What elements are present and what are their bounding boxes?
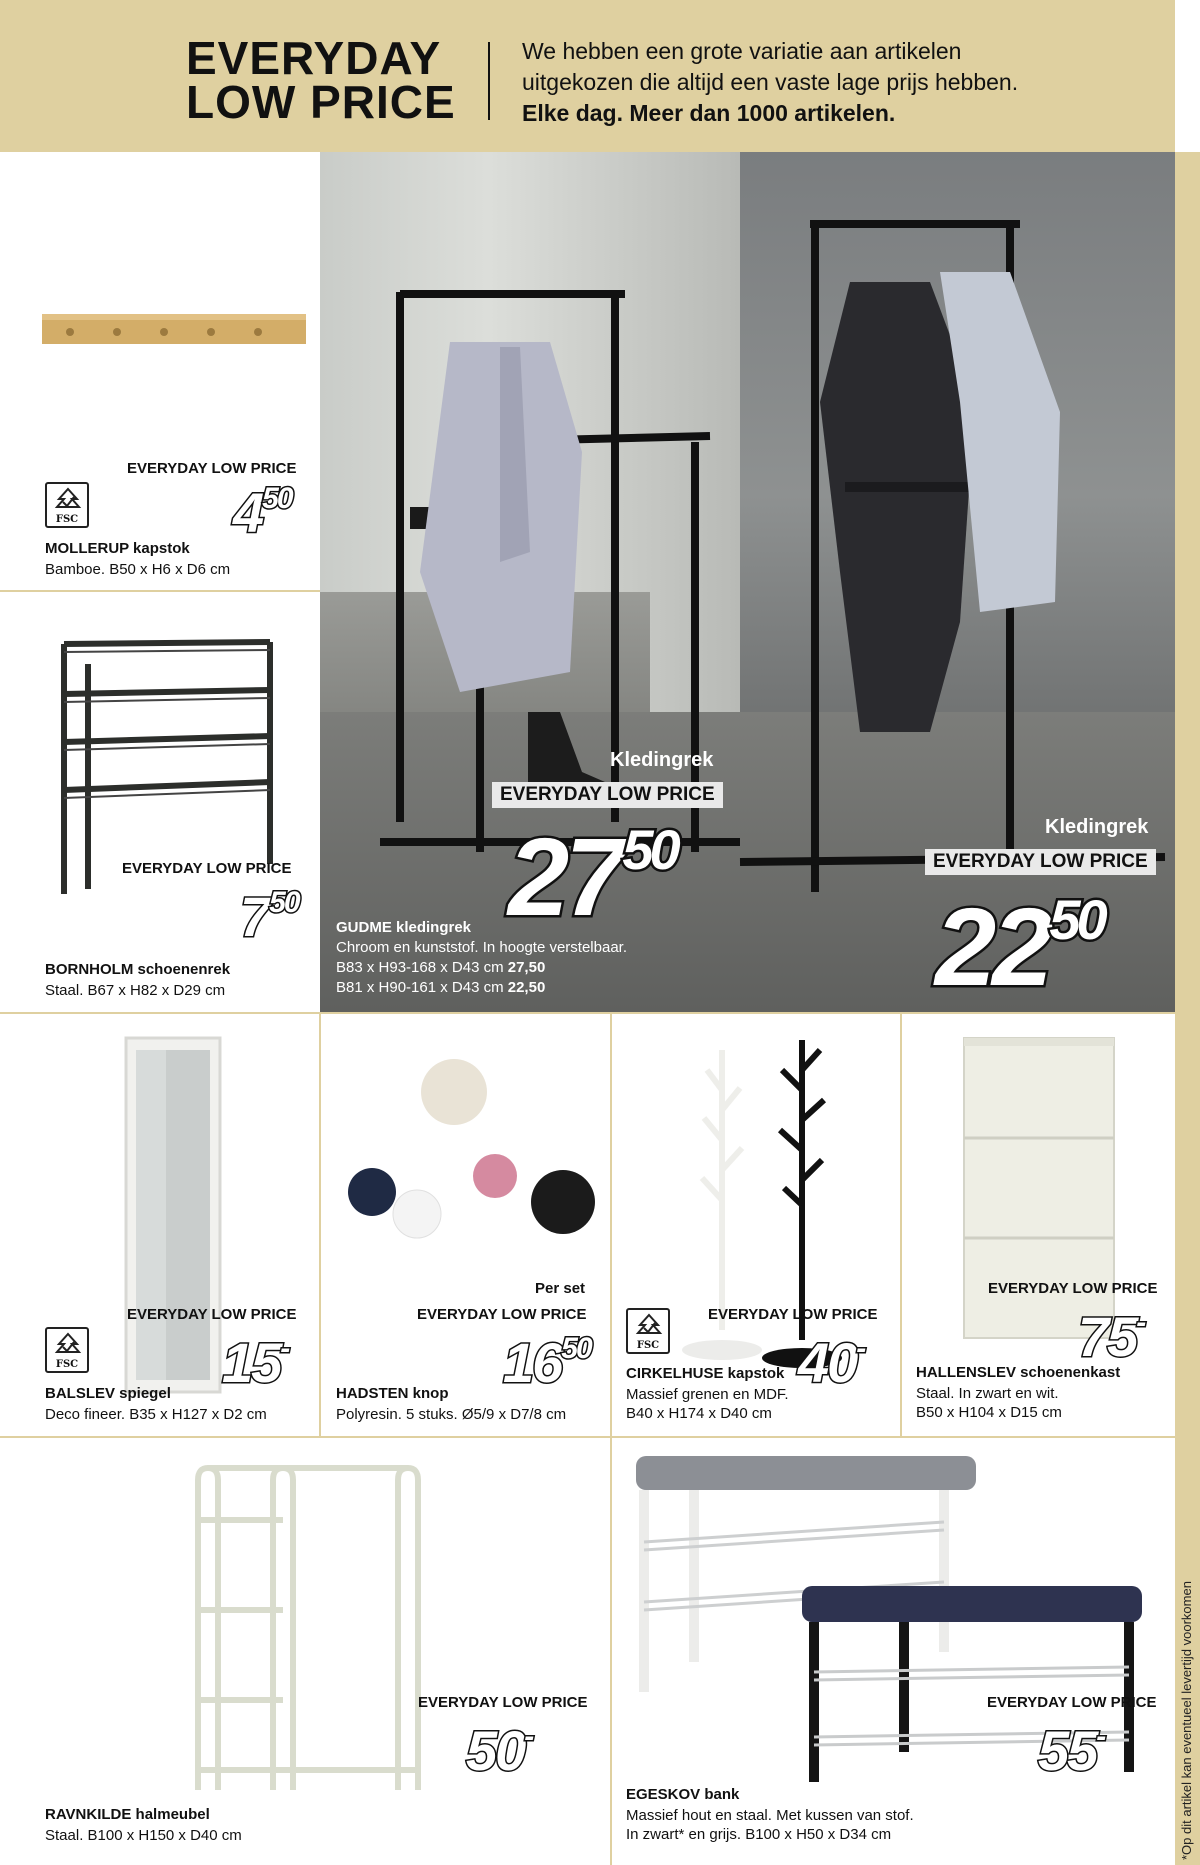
balslev-desc: Deco fineer. B35 x H127 x D2 cm [45,1406,267,1423]
everyday-low-price-label: EVERYDAY LOW PRICE [127,1306,297,1323]
hallenslev-desc [916,1384,1062,1422]
brand-line-2: LOW PRICE [186,76,456,128]
fsc-text: FSC [55,1359,79,1370]
product-hadsten[interactable] [321,1012,610,1436]
gudme-line1: Chroom en kunststof. In hoogte verstelbaar. [336,939,627,956]
hallenslev-desc-2: B50 x H104 x D15 cm [916,1404,1062,1421]
tree-check-icon [53,1332,83,1360]
product-mollerup[interactable] [0,152,320,590]
fsc-logo [626,1308,670,1354]
gudme-info [336,918,627,998]
fsc-logo [45,1327,89,1373]
egeskov-name: EGESKOV bank [626,1786,740,1803]
hadsten-name: HADSTEN knop [336,1385,449,1402]
clothes-racks-image [320,152,1175,1012]
everyday-low-price-label: EVERYDAY LOW PRICE [925,849,1156,875]
everyday-low-price-label: EVERYDAY LOW PRICE [987,1694,1157,1711]
side-note: *Op dit artikel kan eventueel levertijd voorkomen [1179,1581,1194,1860]
product-gudme-hero[interactable] [320,152,1175,1012]
gudme-line3-price: 22,50 [507,979,546,996]
everyday-low-price-label: EVERYDAY LOW PRICE [122,860,292,877]
product-egeskov[interactable] [612,1438,1175,1865]
brand-line-1: EVERYDAY [186,32,442,84]
hallenslev-price: 75- [1078,1305,1145,1368]
hadsten-price: 1650 [503,1331,591,1394]
gudme-right-label: Kledingrek [1045,816,1149,838]
everyday-low-price-label: EVERYDAY LOW PRICE [988,1280,1158,1297]
everyday-low-price-label: EVERYDAY LOW PRICE [417,1306,587,1323]
hadsten-desc: Polyresin. 5 stuks. Ø5/9 x D7/8 cm [336,1406,567,1423]
ravnkilde-name: RAVNKILDE halmeubel [45,1806,210,1823]
product-cirkelhuse[interactable] [612,1012,900,1436]
product-balslev[interactable] [0,1012,320,1436]
cirkelhuse-desc-2: B40 x H174 x D40 cm [626,1405,772,1422]
hallenslev-name: HALLENSLEV schoenenkast [916,1364,1121,1381]
header-text-2: uitgekozen die altijd een vaste lage prijs hebben. [522,69,1019,95]
cirkelhuse-desc [626,1385,789,1423]
hadsten-knobs-image [331,1052,611,1272]
hadsten-per-set: Per set [535,1280,586,1297]
cirkelhuse-price: 40- [798,1331,865,1394]
fsc-text: FSC [636,1340,660,1351]
egeskov-desc-2: In zwart* en grijs. B100 x H50 x D34 cm [626,1826,892,1843]
gudme-line2: B83 x H93-168 x D43 cm [336,959,504,976]
cirkelhuse-desc-1: Massief grenen en MDF. [626,1386,789,1403]
gudme-right-price: 2250 [935,886,1104,1009]
product-ravnkilde[interactable] [0,1438,610,1865]
ravnkilde-price: 50- [466,1719,533,1782]
egeskov-price: 55- [1038,1719,1105,1782]
gudme-left-label: Kledingrek [610,749,714,771]
fsc-text: FSC [55,514,79,525]
everyday-low-price-label: EVERYDAY LOW PRICE [492,782,723,808]
mollerup-name: MOLLERUP kapstok [45,540,190,557]
hallenslev-desc-1: Staal. In zwart en wit. [916,1385,1059,1402]
ravnkilde-hall-furniture-image [188,1460,428,1800]
bornholm-desc: Staal. B67 x H82 x D29 cm [45,982,226,999]
product-hallenslev[interactable] [902,1012,1175,1436]
ravnkilde-desc: Staal. B100 x H150 x D40 cm [45,1827,242,1844]
gudme-line3: B81 x H90-161 x D43 cm [336,979,504,996]
gudme-name: GUDME kledingrek [336,919,472,936]
mollerup-price: 450 [233,481,292,544]
everyday-low-price-label: EVERYDAY LOW PRICE [127,460,297,477]
header-intro [522,36,1018,129]
tree-check-icon [634,1313,664,1341]
fsc-logo [45,482,89,528]
balslev-name: BALSLEV spiegel [45,1385,171,1402]
everyday-low-price-label: EVERYDAY LOW PRICE [708,1306,878,1323]
tree-check-icon [53,487,83,515]
egeskov-desc-1: Massief hout en staal. Met kussen van stof. [626,1807,914,1824]
header-banner [0,0,1175,152]
cirkelhuse-name: CIRKELHUSE kapstok [626,1365,785,1382]
balslev-price: 15- [222,1331,289,1394]
bornholm-price: 750 [240,885,299,948]
mollerup-coat-rack-image [42,310,308,350]
balslev-mirror-image [124,1036,224,1396]
bornholm-name: BORNHOLM schoenenrek [45,961,231,978]
header-text-1: We hebben een grote variatie aan artikelen [522,38,962,64]
brand-title [186,32,456,128]
header-text-3: Elke dag. Meer dan 1000 artikelen. [522,100,896,126]
product-bornholm[interactable] [0,590,320,1012]
gudme-left-price: 2750 [508,816,677,939]
mollerup-desc: Bamboe. B50 x H6 x D6 cm [45,561,231,578]
egeskov-desc [626,1806,914,1844]
gudme-line2-price: 27,50 [507,959,546,976]
header-divider [488,42,490,120]
everyday-low-price-label: EVERYDAY LOW PRICE [418,1694,588,1711]
